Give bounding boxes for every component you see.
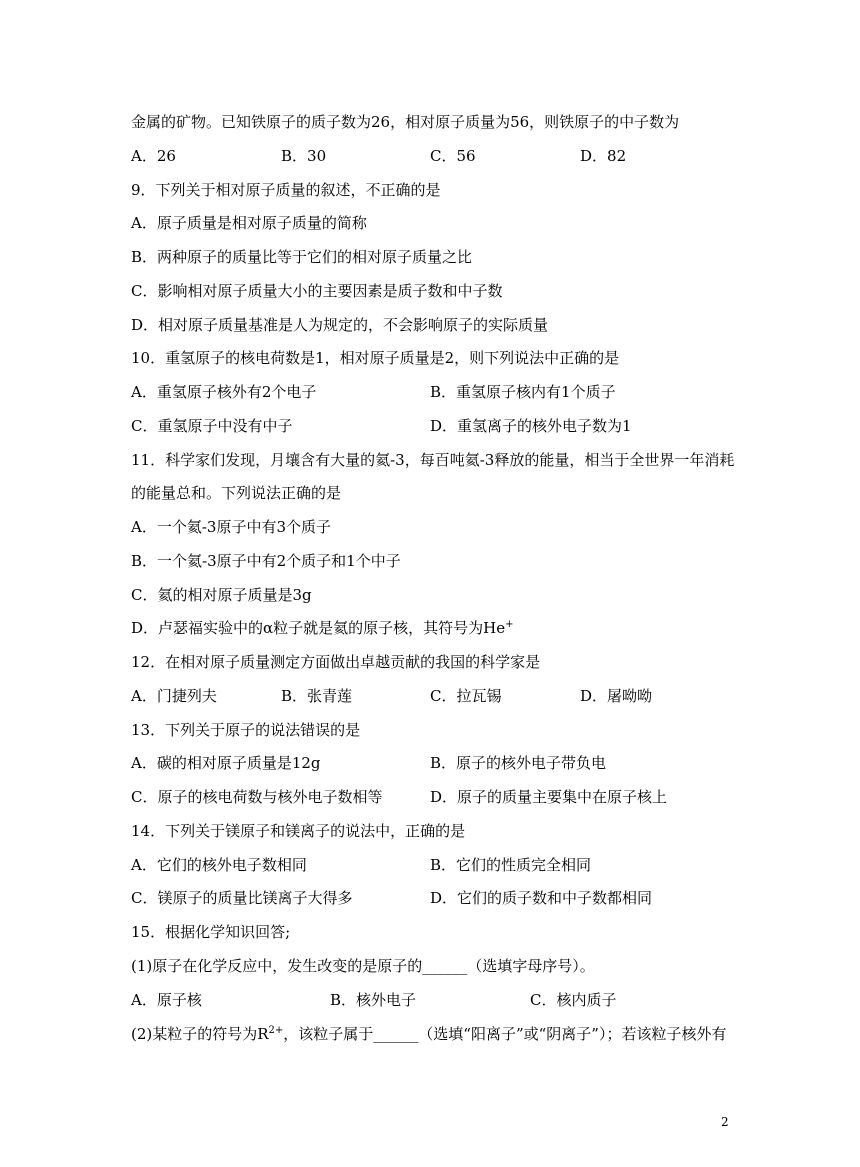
ion-charge-superscript: + [505,619,514,630]
question-13-option-a: A．碳的相对原子质量是12g [131,754,321,772]
question-11-option-b: B．一个氦-3原子中有2个质子和1个中子 [131,552,401,570]
question-15-stem: 15．根据化学知识回答; [131,923,291,941]
question-11-option-c: C．氦的相对原子质量是3g [131,586,312,604]
question-8-option-c: C．56 [430,147,476,165]
question-15-1-option-c: C．核内质子 [530,991,617,1009]
page-number: 2 [721,1115,729,1129]
question-10-option-b: B．重氢原子核内有1个质子 [430,383,616,401]
question-15-part-2-text-pre: (2)某粒子的符号为R [131,1025,269,1043]
question-11-stem-line-2: 的能量总和。下列说法正确的是 [131,484,342,502]
question-15-part-1: (1)原子在化学反应中，发生改变的是原子的______（选填字母序号）。 [131,957,595,975]
question-12-stem: 12．在相对原子质量测定方面做出卓越贡献的我国的科学家是 [131,653,541,671]
question-8-stem-tail: 金属的矿物。已知铁原子的质子数为26，相对原子质量为56，则铁原子的中子数为 [131,113,680,131]
question-13-stem: 13．下列关于原子的说法错误的是 [131,721,361,739]
question-14-option-b: B．它们的性质完全相同 [430,856,592,874]
question-15-part-2-text-post: ，该粒子属于______（选填“阳离子”或“阴离子”）；若该粒子核外有 [283,1025,727,1043]
question-12-option-d: D．屠呦呦 [580,687,653,705]
ion-charge-superscript: 2+ [268,1025,284,1036]
question-15-1-option-a: A．原子核 [131,991,202,1009]
question-14-option-d: D．它们的质子数和中子数都相同 [430,889,653,907]
question-9-option-d: D．相对原子质量基准是人为规定的，不会影响原子的实际质量 [131,316,549,334]
question-15-part-2 [131,1024,726,1044]
question-8-option-a: A．26 [131,147,176,165]
question-8-option-d: D．82 [580,147,627,165]
question-10-option-d: D．重氢离子的核外电子数为1 [430,417,632,435]
question-12-option-a: A．门捷列夫 [131,687,217,705]
question-14-option-c: C．镁原子的质量比镁离子大得多 [131,889,353,907]
question-13-option-b: B．原子的核外电子带负电 [430,754,607,772]
question-11-stem-line-1: 11．科学家们发现，月壤含有大量的氦-3，每百吨氦-3释放的能量，相当于全世界一年消耗 [131,451,735,469]
question-12-option-c: C．拉瓦锡 [430,687,502,705]
question-8-option-b: B．30 [281,147,327,165]
question-11-option-d-text: D．卢瑟福实验中的α粒子就是氦的原子核，其符号为He [131,619,506,637]
question-9-stem: 9．下列关于相对原子质量的叙述，不正确的是 [131,181,441,199]
question-9-option-b: B．两种原子的质量比等于它们的相对原子质量之比 [131,248,473,266]
question-10-option-c: C．重氢原子中没有中子 [131,417,293,435]
question-9-option-c: C．影响相对原子质量大小的主要因素是质子数和中子数 [131,282,503,300]
question-9-option-a: A．原子质量是相对原子质量的简称 [131,214,367,232]
question-10-stem: 10．重氢原子的核电荷数是1，相对原子质量是2，则下列说法中正确的是 [131,349,620,367]
question-13-option-d: D．原子的质量主要集中在原子核上 [430,788,668,806]
question-13-option-c: C．原子的核电荷数与核外电子数相等 [131,788,383,806]
question-14-option-a: A．它们的核外电子数相同 [131,856,307,874]
question-12-option-b: B．张青莲 [281,687,353,705]
question-14-stem: 14．下列关于镁原子和镁离子的说法中，正确的是 [131,822,466,840]
question-10-option-a: A．重氢原子核外有2个电子 [131,383,317,401]
question-15-1-option-b: B．核外电子 [330,991,417,1009]
question-11-option-a: A．一个氦-3原子中有3个质子 [131,518,331,536]
question-11-option-d [131,618,514,638]
